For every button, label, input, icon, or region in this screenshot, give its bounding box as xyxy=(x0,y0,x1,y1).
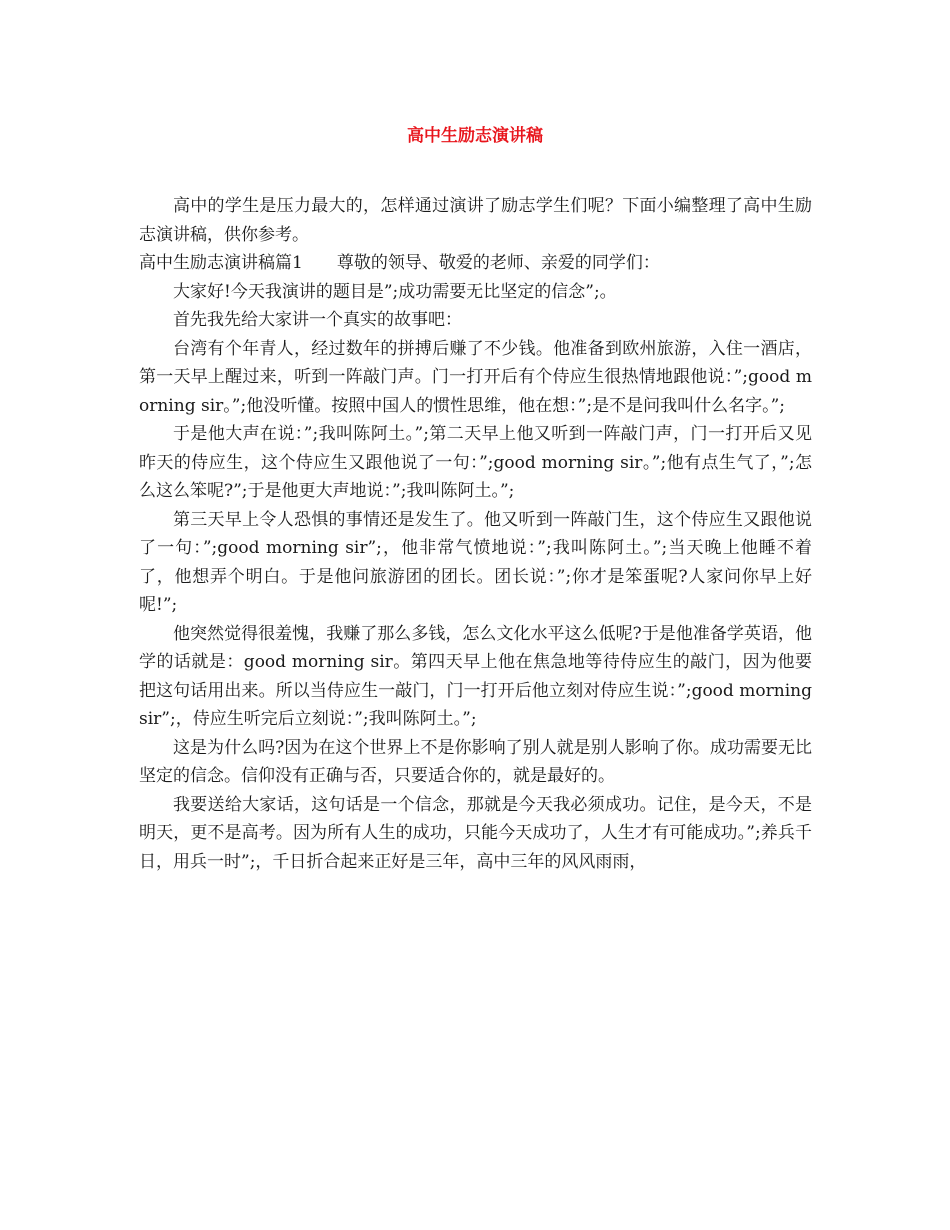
salutation: 尊敬的领导、敬爱的老师、亲爱的同学们： xyxy=(336,253,660,273)
intro-paragraph: 高中的学生是压力最大的，怎样通过演讲了励志学生们呢？下面小编整理了高中生励志演讲稿，供你参考。 xyxy=(139,196,812,245)
body-paragraph: 他突然觉得很羞愧，我赚了那么多钱，怎么文化水平这么低呢?于是他准备学英语，他学的话就是：good morning sir。第四天早上他在焦急地等待侍应生的敲门，因为他要把这句话用出来。所以当侍应生一敲门，门一打开后他立刻对侍应生说：”;good morning sir”;，侍应生听完后立刻说：”;我叫陈阿土。”; xyxy=(139,623,812,729)
document-body xyxy=(139,192,812,876)
body-paragraph: 于是他大声在说：”;我叫陈阿土。”;第二天早上他又听到一阵敲门声，门一打开后又见昨天的侍应生，这个侍应生又跟他说了一句：”;good morning sir。”;他有点生气了，”;怎么这么笨呢?”;于是他更大声地说：”;我叫陈阿土。”; xyxy=(139,424,812,501)
body-paragraph: 台湾有个年青人，经过数年的拼搏后赚了不少钱。他准备到欧州旅游，入住一酒店，第一天早上醒过来，听到一阵敲门声。门一打开后有个侍应生很热情地跟他说：”;good morning sir。”;他没听懂。按照中国人的惯性思维，他在想：”;是不是问我叫什么名字。”; xyxy=(139,338,812,416)
section-heading: 高中生励志演讲稿篇1 xyxy=(139,253,303,273)
section-heading-line xyxy=(139,249,812,278)
body-paragraph: 首先我先给大家讲一个真实的故事吧： xyxy=(173,310,462,330)
body-paragraph: 第三天早上令人恐惧的事情还是发生了。他又听到一阵敲门生，这个侍应生又跟他说了一句：”;good morning sir”;，他非常气愤地说：”;我叫陈阿土。”;当天晚上他睡不着了，他想弄个明白。于是他问旅游团的团长。团长说：”;你才是笨蛋呢?人家问你早上好呢!”; xyxy=(139,509,812,615)
body-paragraph: 大家好!今天我演讲的题目是”;成功需要无比坚定的信念”;。 xyxy=(173,281,617,302)
body-paragraph: 这是为什么吗?因为在这个世界上不是你影响了别人就是别人影响了你。成功需要无比坚定的信念。信仰没有正确与否，只要适合你的，就是最好的。 xyxy=(139,737,812,786)
body-paragraph: 我要送给大家话，这句话是一个信念，那就是今天我必须成功。记住，是今天，不是明天，更不是高考。因为所有人生的成功，只能今天成功了，人生才有可能成功。”;养兵千日，用兵一时”;，千日折合起来正好是三年，高中三年的风风雨雨， xyxy=(139,794,812,872)
document-title: 高中生励志演讲稿 xyxy=(407,126,543,146)
